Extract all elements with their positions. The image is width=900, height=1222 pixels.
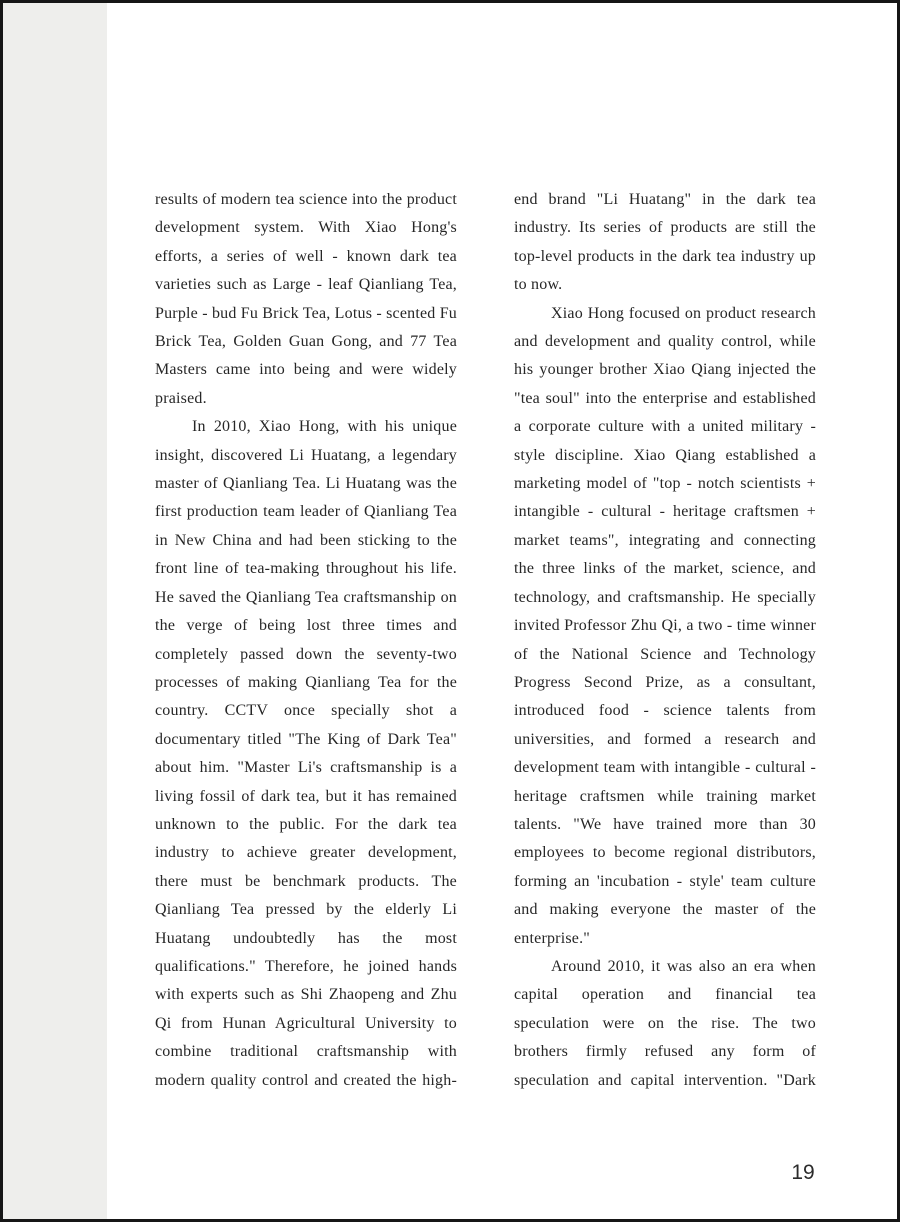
- text-line: top-level products in the dark tea industry up: [514, 247, 816, 265]
- text-line: industry. Its series of products are still the: [514, 219, 816, 237]
- text-line: brothers firmly refused any form of: [514, 1043, 816, 1061]
- text-line: He saved the Qianliang Tea craftsmanship on: [155, 588, 457, 606]
- text-line: results of modern tea science into the product: [155, 191, 457, 208]
- text-line: Brick Tea, Golden Guan Gong, and 77 Tea: [155, 333, 457, 351]
- text-line: style discipline. Xiao Qiang established a: [514, 446, 816, 464]
- text-line: praised.: [155, 389, 207, 407]
- text-line: to now.: [514, 276, 563, 294]
- text-line: of the National Science and Technology: [514, 645, 816, 663]
- text-line: his younger brother Xiao Qiang injected the: [514, 361, 816, 379]
- right-text-column: [514, 186, 816, 1095]
- text-line: In 2010, Xiao Hong, with his unique: [192, 418, 457, 436]
- text-line: Xiao Hong focused on product research: [551, 304, 816, 322]
- text-line: invited Professor Zhu Qi, a two - time winner: [514, 617, 816, 635]
- text-line: market teams", integrating and connecting: [514, 531, 816, 549]
- text-line: modern quality control and created the high-: [155, 1071, 457, 1089]
- text-line: marketing model of "top - notch scientists +: [514, 475, 816, 493]
- text-line: about him. "Master Li's craftsmanship is a: [155, 759, 457, 777]
- text-line: enterprise.": [514, 929, 591, 947]
- text-line: Around 2010, it was also an era when: [551, 957, 816, 975]
- text-line: speculation and capital intervention. "Dark: [514, 1071, 816, 1089]
- text-line: development system. With Xiao Hong's: [155, 219, 457, 237]
- text-line: master of Qianliang Tea. Li Huatang was the: [155, 475, 457, 493]
- text-line: documentary titled "The King of Dark Tea": [155, 730, 457, 748]
- text-line: intangible - cultural - heritage craftsmen +: [514, 503, 816, 521]
- page-number: 19: [791, 1161, 815, 1184]
- text-line: living fossil of dark tea, but it has remained: [155, 787, 457, 805]
- text-line: Huatang undoubtedly has the most: [155, 929, 457, 947]
- text-line: Purple - bud Fu Brick Tea, Lotus - scented Fu: [155, 304, 457, 322]
- text-line: country. CCTV once specially shot a: [155, 702, 457, 720]
- text-line: Masters came into being and were widely: [155, 361, 457, 379]
- text-line: combine traditional craftsmanship with: [155, 1043, 457, 1061]
- text-line: Qi from Hunan Agricultural University to: [155, 1014, 457, 1032]
- text-line: talents. "We have trained more than 30: [514, 815, 816, 833]
- text-line: Progress Second Prize, as a consultant,: [514, 673, 816, 691]
- text-line: there must be benchmark products. The: [155, 872, 457, 890]
- text-line: and development and quality control, while: [514, 333, 816, 351]
- text-line: efforts, a series of well - known dark tea: [155, 247, 457, 265]
- text-line: with experts such as Shi Zhaopeng and Zhu: [155, 986, 457, 1004]
- text-line: front line of tea-making throughout his life.: [155, 560, 457, 578]
- text-line: end brand "Li Huatang" in the dark tea: [514, 191, 816, 208]
- text-line: insight, discovered Li Huatang, a legendary: [155, 446, 457, 464]
- text-line: employees to become regional distributors,: [514, 844, 816, 862]
- text-line: qualifications." Therefore, he joined hands: [155, 957, 457, 975]
- text-line: industry to achieve greater development,: [155, 844, 457, 862]
- text-line: technology, and craftsmanship. He specially: [514, 588, 816, 606]
- text-line: Qianliang Tea pressed by the elderly Li: [155, 901, 457, 919]
- text-line: varieties such as Large - leaf Qianliang Tea,: [155, 276, 457, 294]
- inner-margin-strip: [3, 3, 107, 1219]
- text-line: in New China and had been sticking to the: [155, 531, 457, 549]
- text-line: a corporate culture with a united military -: [514, 418, 816, 436]
- text-line: forming an 'incubation - style' team culture: [514, 872, 816, 890]
- text-line: unknown to the public. For the dark tea: [155, 815, 457, 833]
- text-line: speculation were on the rise. The two: [514, 1014, 816, 1032]
- text-line: introduced food - science talents from: [514, 702, 816, 720]
- text-line: processes of making Qianliang Tea for the: [155, 673, 457, 691]
- text-line: first production team leader of Qianliang Tea: [155, 503, 457, 521]
- text-line: heritage craftsmen while training market: [514, 787, 816, 805]
- text-line: and making everyone the master of the: [514, 901, 816, 919]
- text-line: development team with intangible - cultural -: [514, 759, 816, 777]
- text-line: the verge of being lost three times and: [155, 617, 457, 635]
- text-line: the three links of the market, science, and: [514, 560, 816, 578]
- left-text-column: [155, 186, 457, 1095]
- text-line: "tea soul" into the enterprise and established: [514, 389, 816, 407]
- text-line: universities, and formed a research and: [514, 730, 816, 748]
- text-line: capital operation and financial tea: [514, 986, 816, 1004]
- text-line: completely passed down the seventy-two: [155, 645, 457, 663]
